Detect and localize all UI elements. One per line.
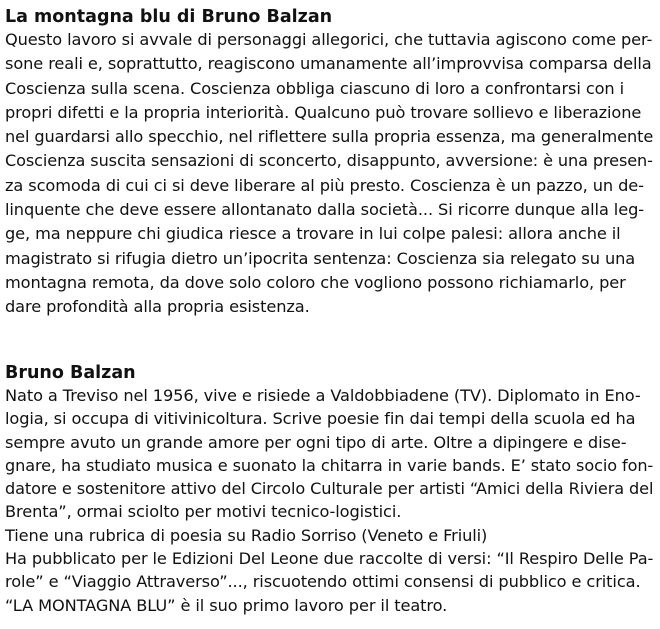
text-line: sone reali e, soprattutto, reagiscono umanamente all’improvvisa comparsa della <box>5 54 652 74</box>
text-line: Nato a Treviso nel 1956, vive e risiede a Valdobbiadene (TV). Diplomato in Eno- <box>5 386 641 405</box>
text-line: Coscienza suscita sensazioni di sconcerto, disappunto, avversione: è una presen- <box>5 151 653 171</box>
text-line: nel guardarsi allo specchio, nel riflettere sulla propria essenza, ma generalmente <box>5 127 654 147</box>
text-line: dare profondità alla propria esistenza. <box>5 297 310 317</box>
text-line: gnare, ha studiato musica e suonato la chitarra in varie bands. E’ stato socio fon- <box>5 455 654 475</box>
text-line: sempre avuto un grande amore per ogni tipo di arte. Oltre a dipingere e dise- <box>5 432 627 452</box>
text-line: Questo lavoro si avvale di personaggi allegorici, che tuttavia agiscono come per- <box>5 30 653 49</box>
section-title: Bruno Balzan <box>5 363 136 383</box>
paragraph <box>5 28 653 320</box>
text-line: propri difetti e la propria interiorità. Qualcuno può trovare sollievo e liberazione <box>5 102 642 122</box>
text-line: role” e “Viaggio Attraverso”..., riscuotendo ottimi consensi di pubblico e critica. <box>5 572 641 592</box>
text-line: magistrato si rifugia dietro un’ipocrita sentenza: Coscienza sia relegato su una <box>5 248 636 268</box>
section-title: La montagna blu di Bruno Balzan <box>5 7 333 27</box>
text-line: datore e sostenitore attivo del Circolo Culturale per artisti “Amici della Riviera del <box>5 479 654 499</box>
paragraph <box>5 384 653 617</box>
text-line: “LA MONTAGNA BLU” è il suo primo lavoro per il teatro. <box>5 595 448 615</box>
text-line: montagna remota, da dove solo coloro che vogliono possono richiamarlo, per <box>5 272 626 292</box>
document-page <box>5 6 654 615</box>
text-line: Coscienza sulla scena. Coscienza obbliga ciascuno di loro a confrontarsi con i <box>5 78 625 98</box>
section-play-description <box>5 6 653 320</box>
text-line: logia, si occupa di vitivinicoltura. Scrive poesie fin dai tempi della scuola ed ha <box>5 409 636 429</box>
text-line: za scomoda di cui ci si deve liberare al più presto. Coscienza è un pazzo, un de- <box>5 175 644 195</box>
text-line: ge, ma neppure chi giudica riesce a trovare in lui colpe palesi: allora anche il <box>5 224 621 244</box>
text-line: Tiene una rubrica di poesia su Radio Sorriso (Veneto e Friuli) <box>5 525 488 545</box>
section-author-bio <box>5 362 653 617</box>
text-line: Brenta”, ormai sciolto per motivi tecnico-logistici. <box>5 502 402 522</box>
text-line: linquente che deve essere allontanato dalla società... Si ricorre dunque alla leg- <box>5 200 644 220</box>
text-line: Ha pubblicato per le Edizioni Del Leone due raccolte di versi: “Il Respiro Delle Pa- <box>5 549 654 569</box>
